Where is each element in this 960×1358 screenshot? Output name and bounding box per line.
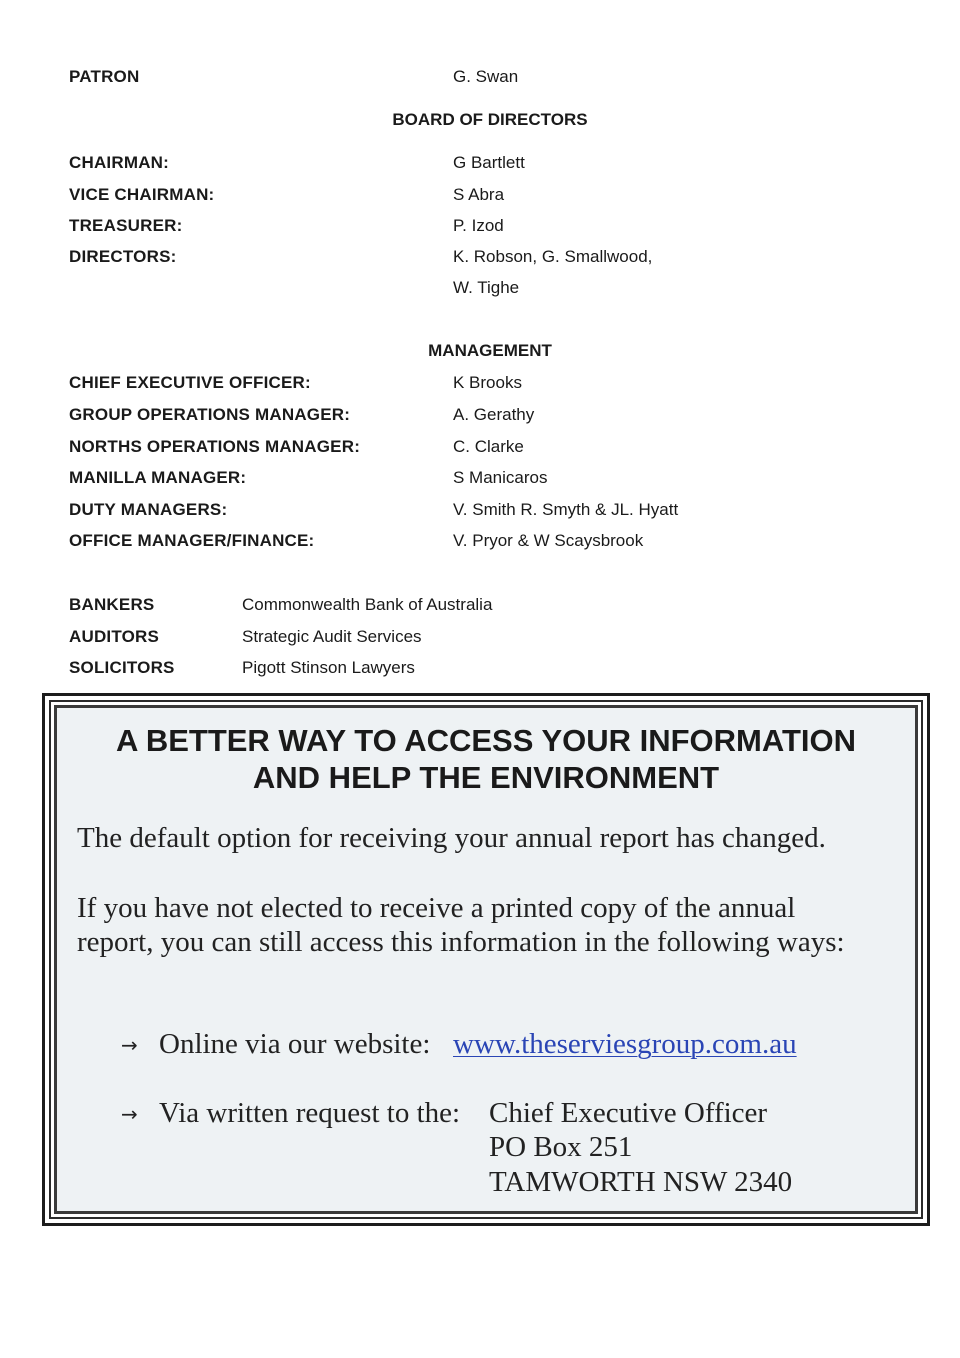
- notice-panel: [54, 705, 918, 1214]
- auditors-label: AUDITORS: [69, 627, 160, 646]
- ceo-value: K Brooks: [453, 373, 522, 392]
- manilla-manager-label: MANILLA MANAGER:: [69, 468, 247, 487]
- notice-para1: The default option for receiving your annual report has changed.: [77, 822, 826, 854]
- patron-value: G. Swan: [453, 67, 519, 86]
- directors-value: K. Robson, G. Smallwood,: [453, 247, 653, 266]
- solicitors-label: SOLICITORS: [69, 658, 175, 677]
- notice-border: [49, 700, 923, 1219]
- norths-ops-label: NORTHS OPERATIONS MANAGER:: [69, 437, 361, 456]
- patron-label: PATRON: [69, 67, 140, 86]
- arrow-right-icon: →: [121, 1102, 138, 1126]
- board-heading: BOARD OF DIRECTORS: [392, 110, 588, 129]
- duty-managers-value: V. Smith R. Smyth & JL. Hyatt: [453, 500, 679, 519]
- address-line3: TAMWORTH NSW 2340: [489, 1166, 793, 1198]
- treasurer-label: TREASURER:: [69, 216, 183, 235]
- vice-chairman-value: S Abra: [453, 185, 505, 204]
- office-manager-value: V. Pryor & W Scaysbrook: [453, 531, 644, 550]
- solicitors-value: Pigott Stinson Lawyers: [242, 658, 415, 677]
- group-ops-label: GROUP OPERATIONS MANAGER:: [69, 405, 351, 424]
- auditors-value: Strategic Audit Services: [242, 627, 422, 646]
- address-line1: Chief Executive Officer: [489, 1097, 768, 1129]
- group-ops-value: A. Gerathy: [453, 405, 535, 424]
- vice-chairman-label: VICE CHAIRMAN:: [69, 185, 215, 204]
- address-line2: PO Box 251: [489, 1131, 633, 1163]
- ceo-label: CHIEF EXECUTIVE OFFICER:: [69, 373, 311, 392]
- notice-title-line1: A BETTER WAY TO ACCESS YOUR INFORMATION: [115, 723, 857, 758]
- notice-title-line2: AND HELP THE ENVIRONMENT: [252, 760, 720, 795]
- website-link[interactable]: www.theserviesgroup.com.au: [453, 1028, 797, 1060]
- manilla-manager-value: S Manicaros: [453, 468, 548, 487]
- directors-label: DIRECTORS:: [69, 247, 177, 266]
- arrow-right-icon: →: [121, 1033, 138, 1057]
- chairman-value: G Bartlett: [453, 153, 525, 172]
- bankers-value: Commonwealth Bank of Australia: [242, 595, 493, 614]
- office-manager-label: OFFICE MANAGER/FINANCE:: [69, 531, 315, 550]
- notice-para2-line1: If you have not elected to receive a printed copy of the annual: [77, 892, 796, 924]
- notice-box: [42, 693, 930, 1226]
- duty-managers-label: DUTY MANAGERS:: [69, 500, 228, 519]
- written-request-label: Via written request to the:: [159, 1097, 461, 1129]
- management-heading: MANAGEMENT: [428, 341, 552, 360]
- notice-para2-line2: report, you can still access this information in the following ways:: [77, 926, 845, 958]
- norths-ops-value: C. Clarke: [453, 437, 524, 456]
- treasurer-value: P. Izod: [453, 216, 504, 235]
- chairman-label: CHAIRMAN:: [69, 153, 170, 172]
- directors-value-cont: W. Tighe: [453, 278, 520, 297]
- online-label: Online via our website:: [159, 1028, 431, 1060]
- bankers-label: BANKERS: [69, 595, 155, 614]
